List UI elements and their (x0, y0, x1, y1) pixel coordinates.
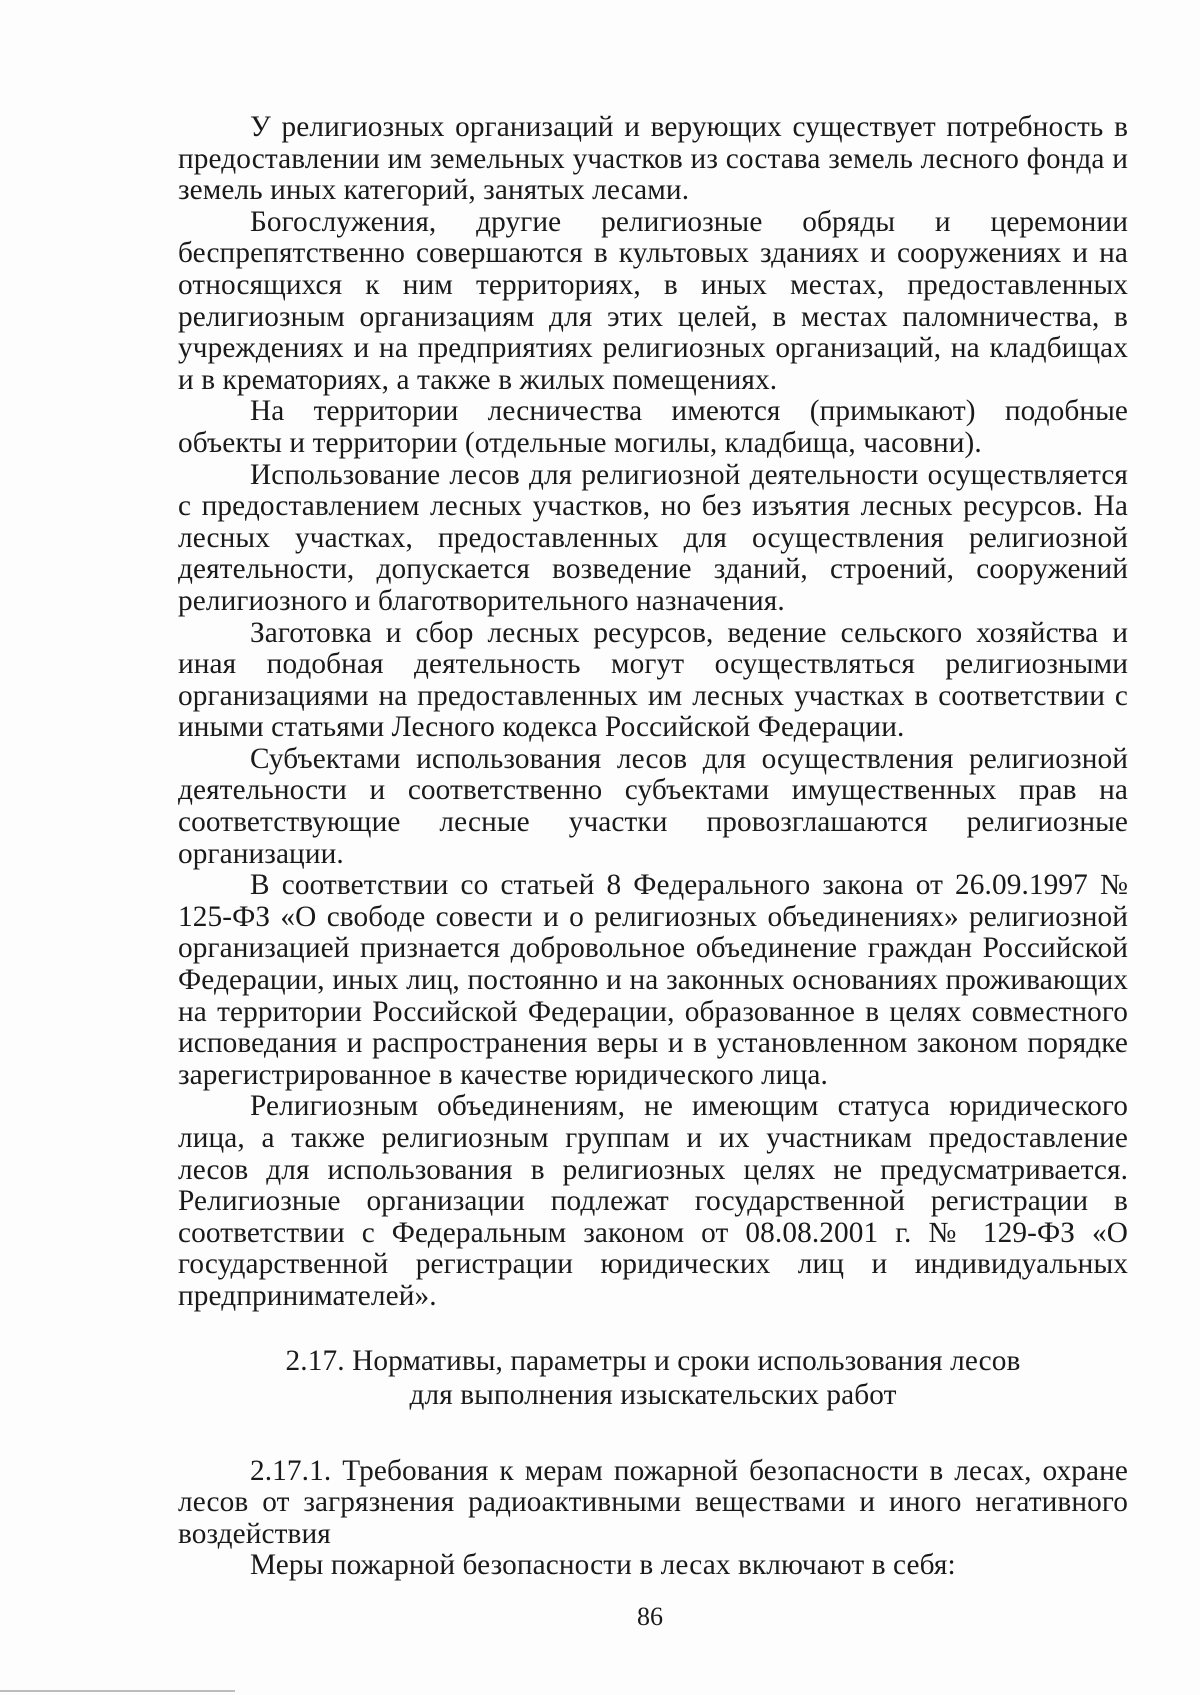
subsection-heading: 2.17.1. Требования к мерам пожарной безопасности в лесах, охране лесов от загрязнения радиоактивными веществами и иного негативного воздействия (178, 1454, 1128, 1550)
scan-edge-divider (0, 1690, 235, 1692)
section-heading (178, 1344, 1128, 1412)
page-number: 86 (637, 1602, 663, 1631)
closing-paragraph: Меры пожарной безопасности в лесах включают в себя: (250, 1549, 956, 1582)
paragraph: Субъектами использования лесов для осуществления религиозной деятельности и соответственно субъектами имущественных прав на соответствующие лесные участки провозглашаются религиозные организации. (178, 742, 1128, 870)
paragraph: В соответствии со статьей 8 Федерального закона от 26.09.1997 № 125-ФЗ «О свободе совести и о религиозных объединениях» религиозной организацией признается добровольное объединение граждан Российской Федерации, иных лиц, постоянно и на законных основаниях проживающих на территории Российской Федерации, образованное в целях совместного исповедания и распространения веры и в установленном законом порядке зарегистрированное в качестве юридического лица. (178, 869, 1128, 1091)
section-heading-line: 2.17. Нормативы, параметры и сроки использования лесов (285, 1344, 1021, 1377)
paragraph: Заготовка и сбор лесных ресурсов, ведение сельского хозяйства и иная подобная деятельность могут осуществляться религиозными организациями на предоставленных им лесных участках в соответствии с иными статьями Лесного кодекса Российской Федерации. (178, 616, 1128, 744)
paragraph: На территории лесничества имеются (примыкают) подобные объекты и территории (отдельные могилы, кладбища, часовни). (178, 395, 1128, 459)
paragraph: У религиозных организаций и верующих существует потребность в предоставлении им земельных участков из состава земель лесного фонда и земель иных категорий, занятых лесами. (178, 111, 1128, 207)
document-body (178, 112, 1128, 1582)
paragraph: Использование лесов для религиозной деятельности осуществляется с предоставлением лесных участков, но без изъятия лесных ресурсов. На лесных участках, предоставленных для осуществления религиозной деятельности, допускается возведение зданий, строений, сооружений религиозного и благотворительного назначения. (178, 458, 1128, 617)
paragraph: Богослужения, другие религиозные обряды и церемонии беспрепятственно совершаются в культовых зданиях и сооружениях и на относящихся к ним территориях, в иных местах, предоставленных религиозным организациям для этих целей, в местах паломничества, в учреждениях и на предприятиях религиозных организаций, на кладбищах и в крематориях, а также в жилых помещениях. (178, 205, 1128, 396)
paragraph: Религиозным объединениям, не имеющим статуса юридического лица, а также религиозным группам и их участникам предоставление лесов для использования в религиозных целях не предусматривается. Религиозные организации подлежат государственной регистрации в соответствии с Федеральным законом от 08.08.2001 г. № 129-ФЗ «О государственной регистрации юридических лиц и индивидуальных предпринимателей». (178, 1090, 1128, 1312)
section-heading-line: для выполнения изыскательских работ (409, 1378, 897, 1411)
